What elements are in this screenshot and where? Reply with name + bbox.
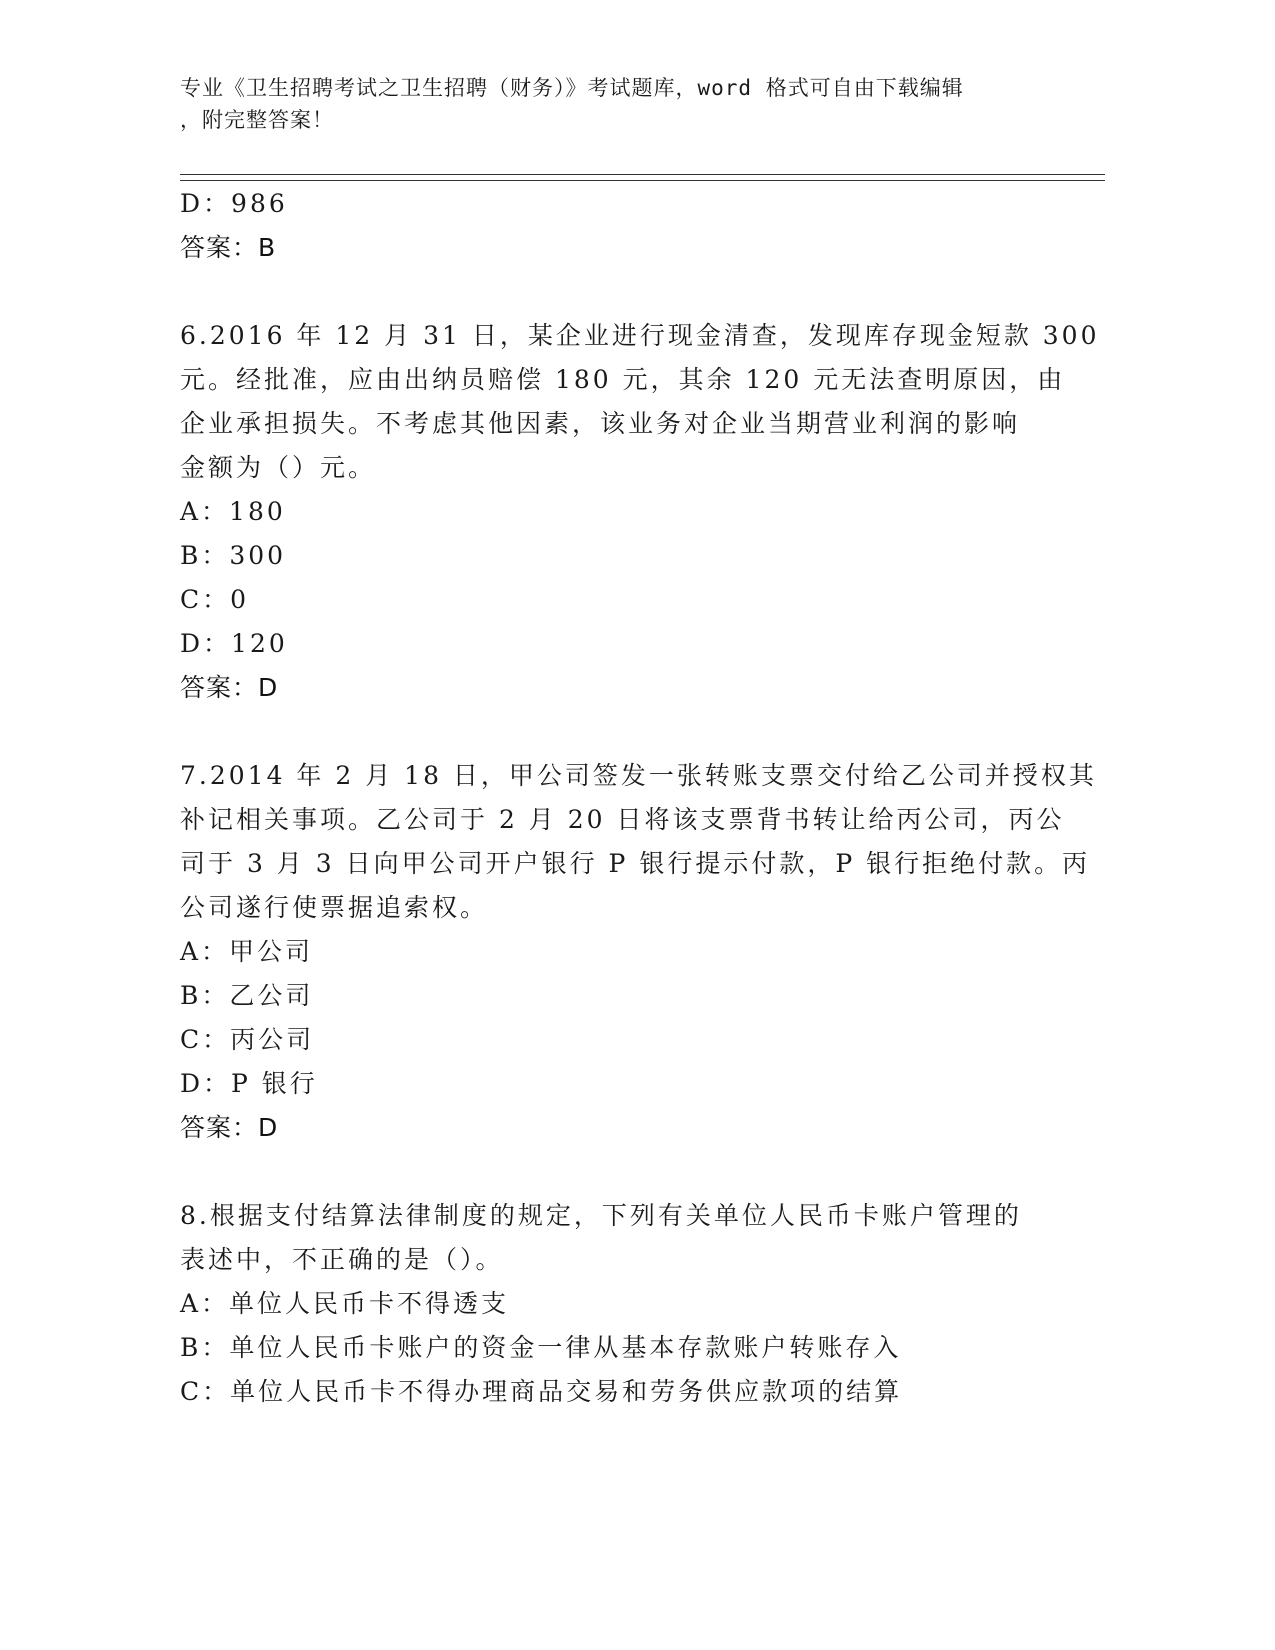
q7-stem-line: 公司遂行使票据追索权。 — [180, 893, 489, 922]
q6-stem-line: 元。经批准，应由出纳员赔偿 180 元，其余 120 元无法查明原因，由 — [180, 365, 1066, 394]
question-8 — [180, 1194, 1080, 1414]
q6-option-b: B：300 — [180, 541, 287, 570]
q8-option-c: C：单位人民币卡不得办理商品交易和劳务供应款项的结算 — [180, 1377, 903, 1406]
q7-option-a: A：甲公司 — [180, 937, 314, 966]
question-content — [180, 182, 1100, 1414]
q7-stem-line: 补记相关事项。乙公司于 2 月 20 日将该支票背书转让给丙公司，丙公 — [180, 805, 1065, 834]
q6-option-a: A：180 — [180, 497, 286, 526]
page-header — [180, 72, 1060, 136]
q8-stem-line: 8.根据支付结算法律制度的规定，下列有关单位人民币卡账户管理的 — [180, 1201, 1022, 1230]
spacer — [180, 1150, 1080, 1194]
question-6 — [180, 314, 1100, 710]
q7-option-c: C：丙公司 — [180, 1025, 315, 1054]
q6-option-c: C：0 — [180, 585, 250, 614]
q6-stem-line: 企业承担损失。不考虑其他因素，该业务对企业当期营业利润的影响 — [180, 409, 1021, 438]
header-divider-bottom — [180, 180, 1105, 181]
q7-answer: 答案：D — [180, 1113, 279, 1142]
q7-stem-line: 7.2014 年 2 月 18 日，甲公司签发一张转账支票交付给乙公司并授权其 — [180, 761, 1097, 790]
q7-option-d: D：P 银行 — [180, 1069, 318, 1098]
q6-stem-line: 金额为（）元。 — [180, 453, 377, 482]
q7-option-b: B：乙公司 — [180, 981, 314, 1010]
q6-answer: 答案：D — [180, 673, 279, 702]
question-7 — [180, 754, 1097, 1150]
q8-stem-line: 表述中，不正确的是（）。 — [180, 1245, 504, 1274]
q6-stem-line: 6.2016 年 12 月 31 日，某企业进行现金清查，发现库存现金短款 300 — [180, 321, 1100, 350]
q8-option-b: B：单位人民币卡账户的资金一律从基本存款账户转账存入 — [180, 1333, 902, 1362]
q7-stem-line: 司于 3 月 3 日向甲公司开户银行 P 银行提示付款，P 银行拒绝付款。丙 — [180, 849, 1091, 878]
header-line-1: 专业《卫生招聘考试之卫生招聘（财务）》考试题库，word 格式可自由下载编辑 — [180, 76, 964, 100]
q6-option-d: D：120 — [180, 629, 288, 658]
prev-option-d: D：986 — [180, 189, 288, 218]
q8-option-a: A：单位人民币卡不得透支 — [180, 1289, 510, 1318]
header-divider-top — [180, 174, 1105, 175]
prev-answer: 答案：B — [180, 233, 277, 262]
spacer — [180, 710, 1080, 754]
spacer — [180, 270, 1080, 314]
header-line-2: ，附完整答案！ — [180, 108, 334, 132]
